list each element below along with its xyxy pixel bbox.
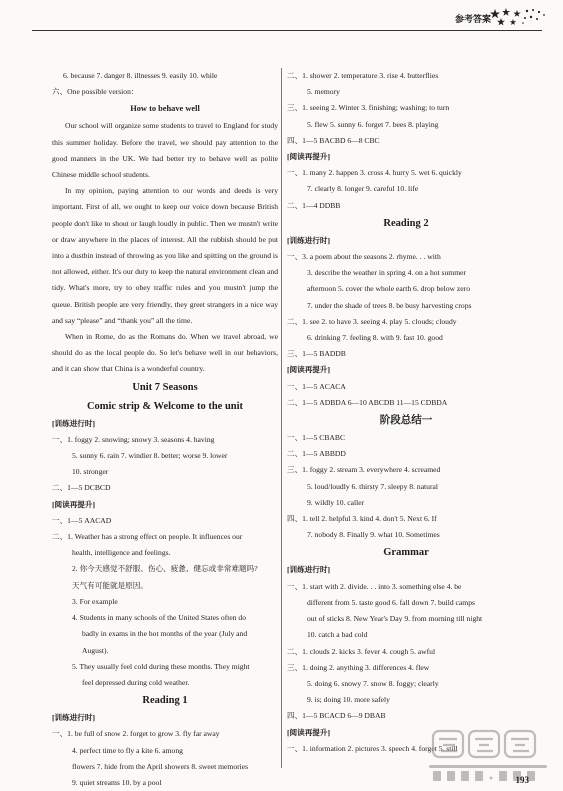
answer-line: 二、1. clouds 2. kicks 3. fever 4. cough 5. awful <box>287 646 436 656</box>
answer-line: 三、1. doing 2. anything 3. differences 4. flew <box>287 662 430 672</box>
answer-line: different from 5. taste good 6. fall down 7. build camps <box>307 597 475 607</box>
section-label: [阅读再提升] <box>52 499 96 509</box>
answer-line: 四、1—5 BACBD 6—8 CBC <box>287 135 380 145</box>
answer-line: 3. For example <box>72 596 118 606</box>
answer-line: 7. nobody 8. Finally 9. what 10. Sometimes <box>307 530 440 540</box>
answer-line: 4. Students in many schools of the United States often do <box>72 613 247 623</box>
answer-line: 一、1—5 CBABC <box>287 433 346 443</box>
answer-line: 四、1. tell 2. helpful 3. kind 4. don't 5. Next 6. If <box>287 514 437 524</box>
answer-line: badly in exams in the hot months of the year (July and <box>82 629 248 639</box>
unit-title: Unit 7 Seasons <box>132 381 198 393</box>
star-decoration-icon <box>489 6 549 28</box>
column-divider <box>281 68 282 768</box>
answer-line: 5. memory <box>307 87 340 97</box>
answer-line: August). <box>82 645 109 655</box>
answer-line: 5. loud/loudly 6. thirsty 7. sleepy 8. natural <box>307 481 438 491</box>
answer-line: 7. under the shade of trees 8. be busy harvesting crops <box>307 300 472 310</box>
answer-line: 一、1. many 2. happen 3. cross 4. hurry 5. wet 6. quickly <box>287 168 462 178</box>
answer-line: afternoon 5. cover the whole earth 6. drop below zero <box>307 284 470 294</box>
answer-line: 三、1. seeing 2. Winter 3. finishing; washing; to turn <box>287 103 450 113</box>
essay-paragraph-2: In my opinion, paying attention to our words and deeds is very important. First of all, we ought to keep our voice down because British people don't like to shout or laugh loudly in public. Then we mustn't write or draw anywhere in the places of interest. All the rubbish should be put into a dustbin instead of throwing as you like and spitting on the ground is not allowed, either. It's our duty to keep the natural environment clean and tidy. What's more, try to obey traffic rules and you mustn't jump the queue. British people are very friendly, they greet strangers in a nice way and say “please” and “thank you” all the time. <box>52 186 278 325</box>
essay-paragraph-3: When in Rome, do as the Romans do. When we travel abroad, we should do as the local people do. So let's behave well in our behaviors, and it can show that China is a wonderful country. <box>52 332 278 374</box>
section-label: [训练进行时] <box>287 235 331 245</box>
answer-line: 二、1—5 DCBCD <box>52 483 111 493</box>
answer-line: 四、1—5 BCACD 6—9 DBAB <box>287 711 386 721</box>
answer-line: 一、3. a poem about the seasons 2. rhyme. . . with <box>287 252 441 262</box>
section-heading: 六、One possible version： <box>52 87 139 97</box>
answer-line: 二、1. see 2. to have 3. seeing 4. play 5. clouds; cloudy <box>287 316 457 326</box>
answer-line: 5. sunny 6. rain 7. windier 8. better; worse 9. lower <box>72 451 228 461</box>
header-rule <box>32 30 542 31</box>
answer-line: 一、1. be full of snow 2. forget to grow 3. fly far away <box>52 729 220 739</box>
page-header <box>419 6 549 28</box>
answer-line: 天气有可能就是原因。 <box>72 580 148 590</box>
answer-line: 10. catch a bad cold <box>307 630 368 640</box>
answer-line: 一、1. foggy 2. snowing; snowy 3. seasons 4. having <box>52 434 215 444</box>
section-label: [阅读再提升] <box>287 152 331 162</box>
answer-line: 一、1. information 2. pictures 3. speech 4. forget 5. still <box>287 743 458 753</box>
answer-line: 二、1—5 ADBDA 6—10 ABCDB 11—15 CDBDA <box>287 397 448 407</box>
answer-line: 三、1—5 BADDB <box>287 349 346 359</box>
section-label: [阅读再提升] <box>287 727 331 737</box>
answer-line: out of sticks 8. New Year's Day 9. from morning till night <box>307 614 483 624</box>
answer-line: 三、1. foggy 2. stream 3. everywhere 4. screamed <box>287 465 441 475</box>
answer-line: 5. doing 6. snowy 7. snow 8. foggy; clearly <box>307 678 439 688</box>
reading-2-title: Reading 2 <box>383 217 429 229</box>
answer-line: 5. flew 5. sunny 6. forget 7. bees 8. playing <box>307 119 439 129</box>
answer-line: 2. 你今天感觉不舒服、伤心、疲惫、健忘或非常难题吗? <box>72 564 258 574</box>
answer-line: 5. They usually feel cold during these months. They might <box>72 661 250 671</box>
reading-1-title: Reading 1 <box>142 695 188 707</box>
answer-line: 3. describe the weather in spring 4. on a hot summer <box>307 268 467 278</box>
unit-subtitle: Comic strip & Welcome to the unit <box>86 400 244 412</box>
essay-paragraph-1: Our school will organize some students to travel to England for study this summer holiday. Before the travel, we should pay attention to the good manners in the UK. We had better try to behave well as polite Chinese middle school students. <box>52 121 278 180</box>
right-column <box>287 68 525 757</box>
answer-line: 4. perfect time to fly a kite 6. among <box>72 745 183 755</box>
grammar-title: Grammar <box>383 547 429 559</box>
answer-line: 6. because 7. danger 8. illnesses 9. easily 10. while <box>63 71 218 80</box>
answer-line: 二、1—5 ABBDD <box>287 449 346 459</box>
answer-line: 一、1—5 AACAD <box>52 515 112 525</box>
section-label: [训练进行时] <box>52 713 96 723</box>
answer-line: 二、1—4 DDBB <box>287 200 341 210</box>
answer-line: flowers 7. hide from the April showers 8. sweet memories <box>72 761 249 771</box>
header-title: 参考答案 <box>454 14 491 24</box>
left-column <box>52 68 278 791</box>
section-label: [训练进行时] <box>287 565 331 575</box>
answer-line: 一、1—5 ACACA <box>287 381 346 391</box>
answer-line: 一、1. start with 2. divide. . . into 3. something else 4. be <box>287 581 462 591</box>
page-number: 193 <box>515 775 529 785</box>
essay-title: How to behave well <box>130 104 200 114</box>
answer-line: 6. drinking 7. feeling 8. with 9. fast 10. good <box>307 333 443 343</box>
answer-line: 9. is; doing 10. more safely <box>307 695 390 705</box>
answer-line: 二、1. shower 2. temperature 3. rise 4. butterflies <box>287 71 439 80</box>
answer-line: feel depressed during cold weather. <box>82 677 190 687</box>
section-label: [阅读再提升] <box>287 365 331 375</box>
stage-summary-title: 阶段总结一 <box>379 415 433 427</box>
watermark-logo-icon <box>419 727 559 785</box>
answer-line: 二、1. Weather has a strong effect on people. It influences our <box>52 532 243 542</box>
answer-line: 10. stronger <box>72 467 109 477</box>
section-label: [训练进行时] <box>52 418 96 428</box>
answer-line: 7. clearly 8. longer 9. careful 10. life <box>307 184 419 194</box>
answer-line: health, intelligence and feelings. <box>72 548 171 558</box>
answer-line: 9. quiet streams 10. by a pool <box>72 777 162 787</box>
answer-line: 9. wildly 10. caller <box>307 497 365 507</box>
